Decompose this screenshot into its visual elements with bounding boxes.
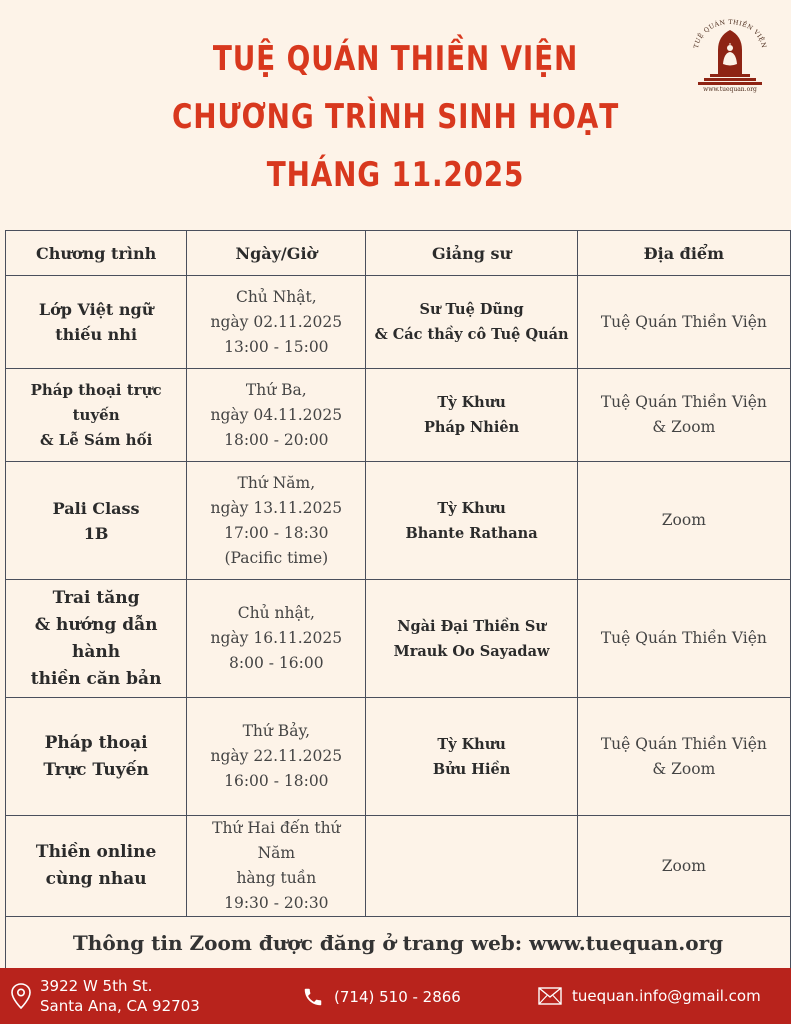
place-line: Zoom: [661, 511, 706, 529]
date-line: Chủ Nhật,: [235, 287, 317, 306]
address-text: [40, 976, 200, 1016]
date-line: ngày 02.11.2025: [210, 312, 343, 331]
location-pin-icon: [10, 982, 32, 1010]
date-cell: [187, 816, 366, 917]
date-line: hàng tuần: [236, 869, 317, 887]
teacher-line: Mrauk Oo Sayadaw: [393, 642, 550, 660]
teacher-cell: [366, 369, 577, 462]
date-line: Thứ Ba,: [245, 380, 307, 399]
logo-arc-text: TUỆ QUÁN THIỀN VIỆN: [693, 18, 768, 49]
date-cell: [187, 462, 366, 580]
place-cell: [577, 462, 790, 580]
table-row: [6, 276, 791, 369]
table-row: [6, 369, 791, 462]
teacher-line: Bửu Hiền: [432, 760, 511, 778]
place-line: Tuệ Quán Thiền Viện: [600, 629, 767, 647]
date-line: Thứ Năm,: [237, 473, 316, 492]
teacher-line: Bhante Rathana: [405, 524, 538, 542]
date-line: ngày 04.11.2025: [210, 405, 343, 424]
teacher-cell: [366, 698, 577, 816]
program-cell: [6, 698, 187, 816]
buddha-stupa-icon: [688, 18, 772, 88]
date-line: Chủ nhật,: [237, 604, 315, 622]
place-cell: [577, 698, 790, 816]
program-line: Pali Class: [52, 498, 140, 518]
page-title: [0, 30, 791, 204]
program-line: & Lễ Sám hối: [39, 430, 153, 449]
date-cell: [187, 369, 366, 462]
teacher-cell: [366, 276, 577, 369]
date-line: 16:00 - 18:00: [224, 772, 329, 790]
program-cell: [6, 816, 187, 917]
program-line: Trực Tuyến: [43, 759, 149, 780]
teacher-line: Tỳ Khưu: [437, 499, 506, 517]
date-line: ngày 16.11.2025: [210, 629, 343, 647]
footer-email[interactable]: [538, 986, 761, 1006]
date-line: 18:00 - 20:00: [224, 430, 329, 449]
title-line-2: CHƯƠNG TRÌNH SINH HOẠT: [171, 97, 620, 137]
program-cell: [6, 276, 187, 369]
place-cell: [577, 816, 790, 917]
schedule-table: [5, 230, 791, 970]
program-cell: [6, 369, 187, 462]
program-line: cùng nhau: [45, 869, 147, 889]
date-line: ngày 13.11.2025: [210, 498, 343, 517]
date-line: Thứ Hai đến thứ Năm: [212, 819, 341, 862]
place-cell: [577, 276, 790, 369]
table-row: [6, 462, 791, 580]
phone-icon: [302, 986, 324, 1008]
table-row: [6, 698, 791, 816]
mail-icon: [538, 987, 562, 1005]
program-cell: [6, 462, 187, 580]
date-line: Thứ Bảy,: [242, 722, 311, 740]
address-line-2: Santa Ana, CA 92703: [40, 997, 200, 1015]
teacher-line: Sư Tuệ Dũng: [419, 301, 524, 318]
zoom-note-row: [6, 917, 791, 970]
program-line: thiền căn bản: [30, 668, 162, 689]
teacher-line: & Các thầy cô Tuệ Quán: [374, 326, 569, 343]
date-line: 17:00 - 18:30: [224, 523, 329, 542]
program-line: Thiền online: [35, 842, 157, 862]
zoom-info-note: Thông tin Zoom được đăng ở trang web: www.tuequan.org: [6, 917, 791, 970]
date-cell: [187, 698, 366, 816]
place-line: Zoom: [661, 856, 706, 875]
date-line: (Pacific time): [224, 548, 329, 567]
title-line-3: THÁNG 11.2025: [266, 155, 525, 195]
email-address: tuequan.info@gmail.com: [572, 987, 761, 1005]
table-header-row: [6, 231, 791, 276]
teacher-line: Tỳ Khưu: [437, 735, 506, 753]
program-line: & hướng dẫn hành: [34, 614, 158, 662]
address-line-1: 3922 W 5th St.: [40, 977, 153, 995]
program-line: Pháp thoại trực tuyến: [30, 380, 162, 424]
table-row: [6, 816, 791, 917]
temple-logo: [688, 18, 772, 98]
place-cell: [577, 580, 790, 698]
header-program: Chương trình: [6, 231, 187, 276]
date-line: 8:00 - 16:00: [229, 654, 324, 672]
teacher-line: Pháp Nhiên: [424, 419, 520, 436]
place-line: & Zoom: [652, 759, 716, 778]
place-line: Tuệ Quán Thiền Viện: [600, 312, 767, 331]
teacher-cell: [366, 580, 577, 698]
date-line: 13:00 - 15:00: [224, 337, 329, 356]
date-line: ngày 22.11.2025: [210, 747, 343, 765]
date-cell: [187, 580, 366, 698]
teacher-line: Ngài Đại Thiền Sư: [397, 617, 546, 635]
header-teacher: Giảng sư: [366, 231, 577, 276]
phone-number: (714) 510 - 2866: [334, 988, 461, 1006]
title-line-1: TUỆ QUÁN THIỀN VIỆN: [212, 39, 579, 79]
program-line: Pháp thoại: [44, 732, 148, 753]
teacher-line: Tỳ Khưu: [437, 394, 506, 411]
place-line: Tuệ Quán Thiền Viện: [600, 393, 767, 411]
program-line: Lớp Việt ngữ: [38, 300, 154, 319]
place-line: & Zoom: [652, 418, 716, 436]
footer-contact-bar: [0, 968, 791, 1024]
program-line: thiếu nhi: [55, 325, 138, 344]
program-cell: [6, 580, 187, 698]
place-line: Tuệ Quán Thiền Viện: [600, 734, 767, 753]
logo-url: www.tuequan.org: [703, 86, 757, 93]
teacher-cell: [366, 816, 577, 917]
program-line: 1B: [83, 523, 109, 543]
date-line: 19:30 - 20:30: [224, 894, 329, 912]
teacher-cell: [366, 462, 577, 580]
header-place: Địa điểm: [577, 231, 790, 276]
footer-phone[interactable]: [302, 986, 461, 1008]
date-cell: [187, 276, 366, 369]
footer-address: [10, 976, 200, 1016]
header-date: Ngày/Giờ: [187, 231, 366, 276]
table-row: [6, 580, 791, 698]
program-line: Trai tăng: [52, 587, 140, 608]
place-cell: [577, 369, 790, 462]
